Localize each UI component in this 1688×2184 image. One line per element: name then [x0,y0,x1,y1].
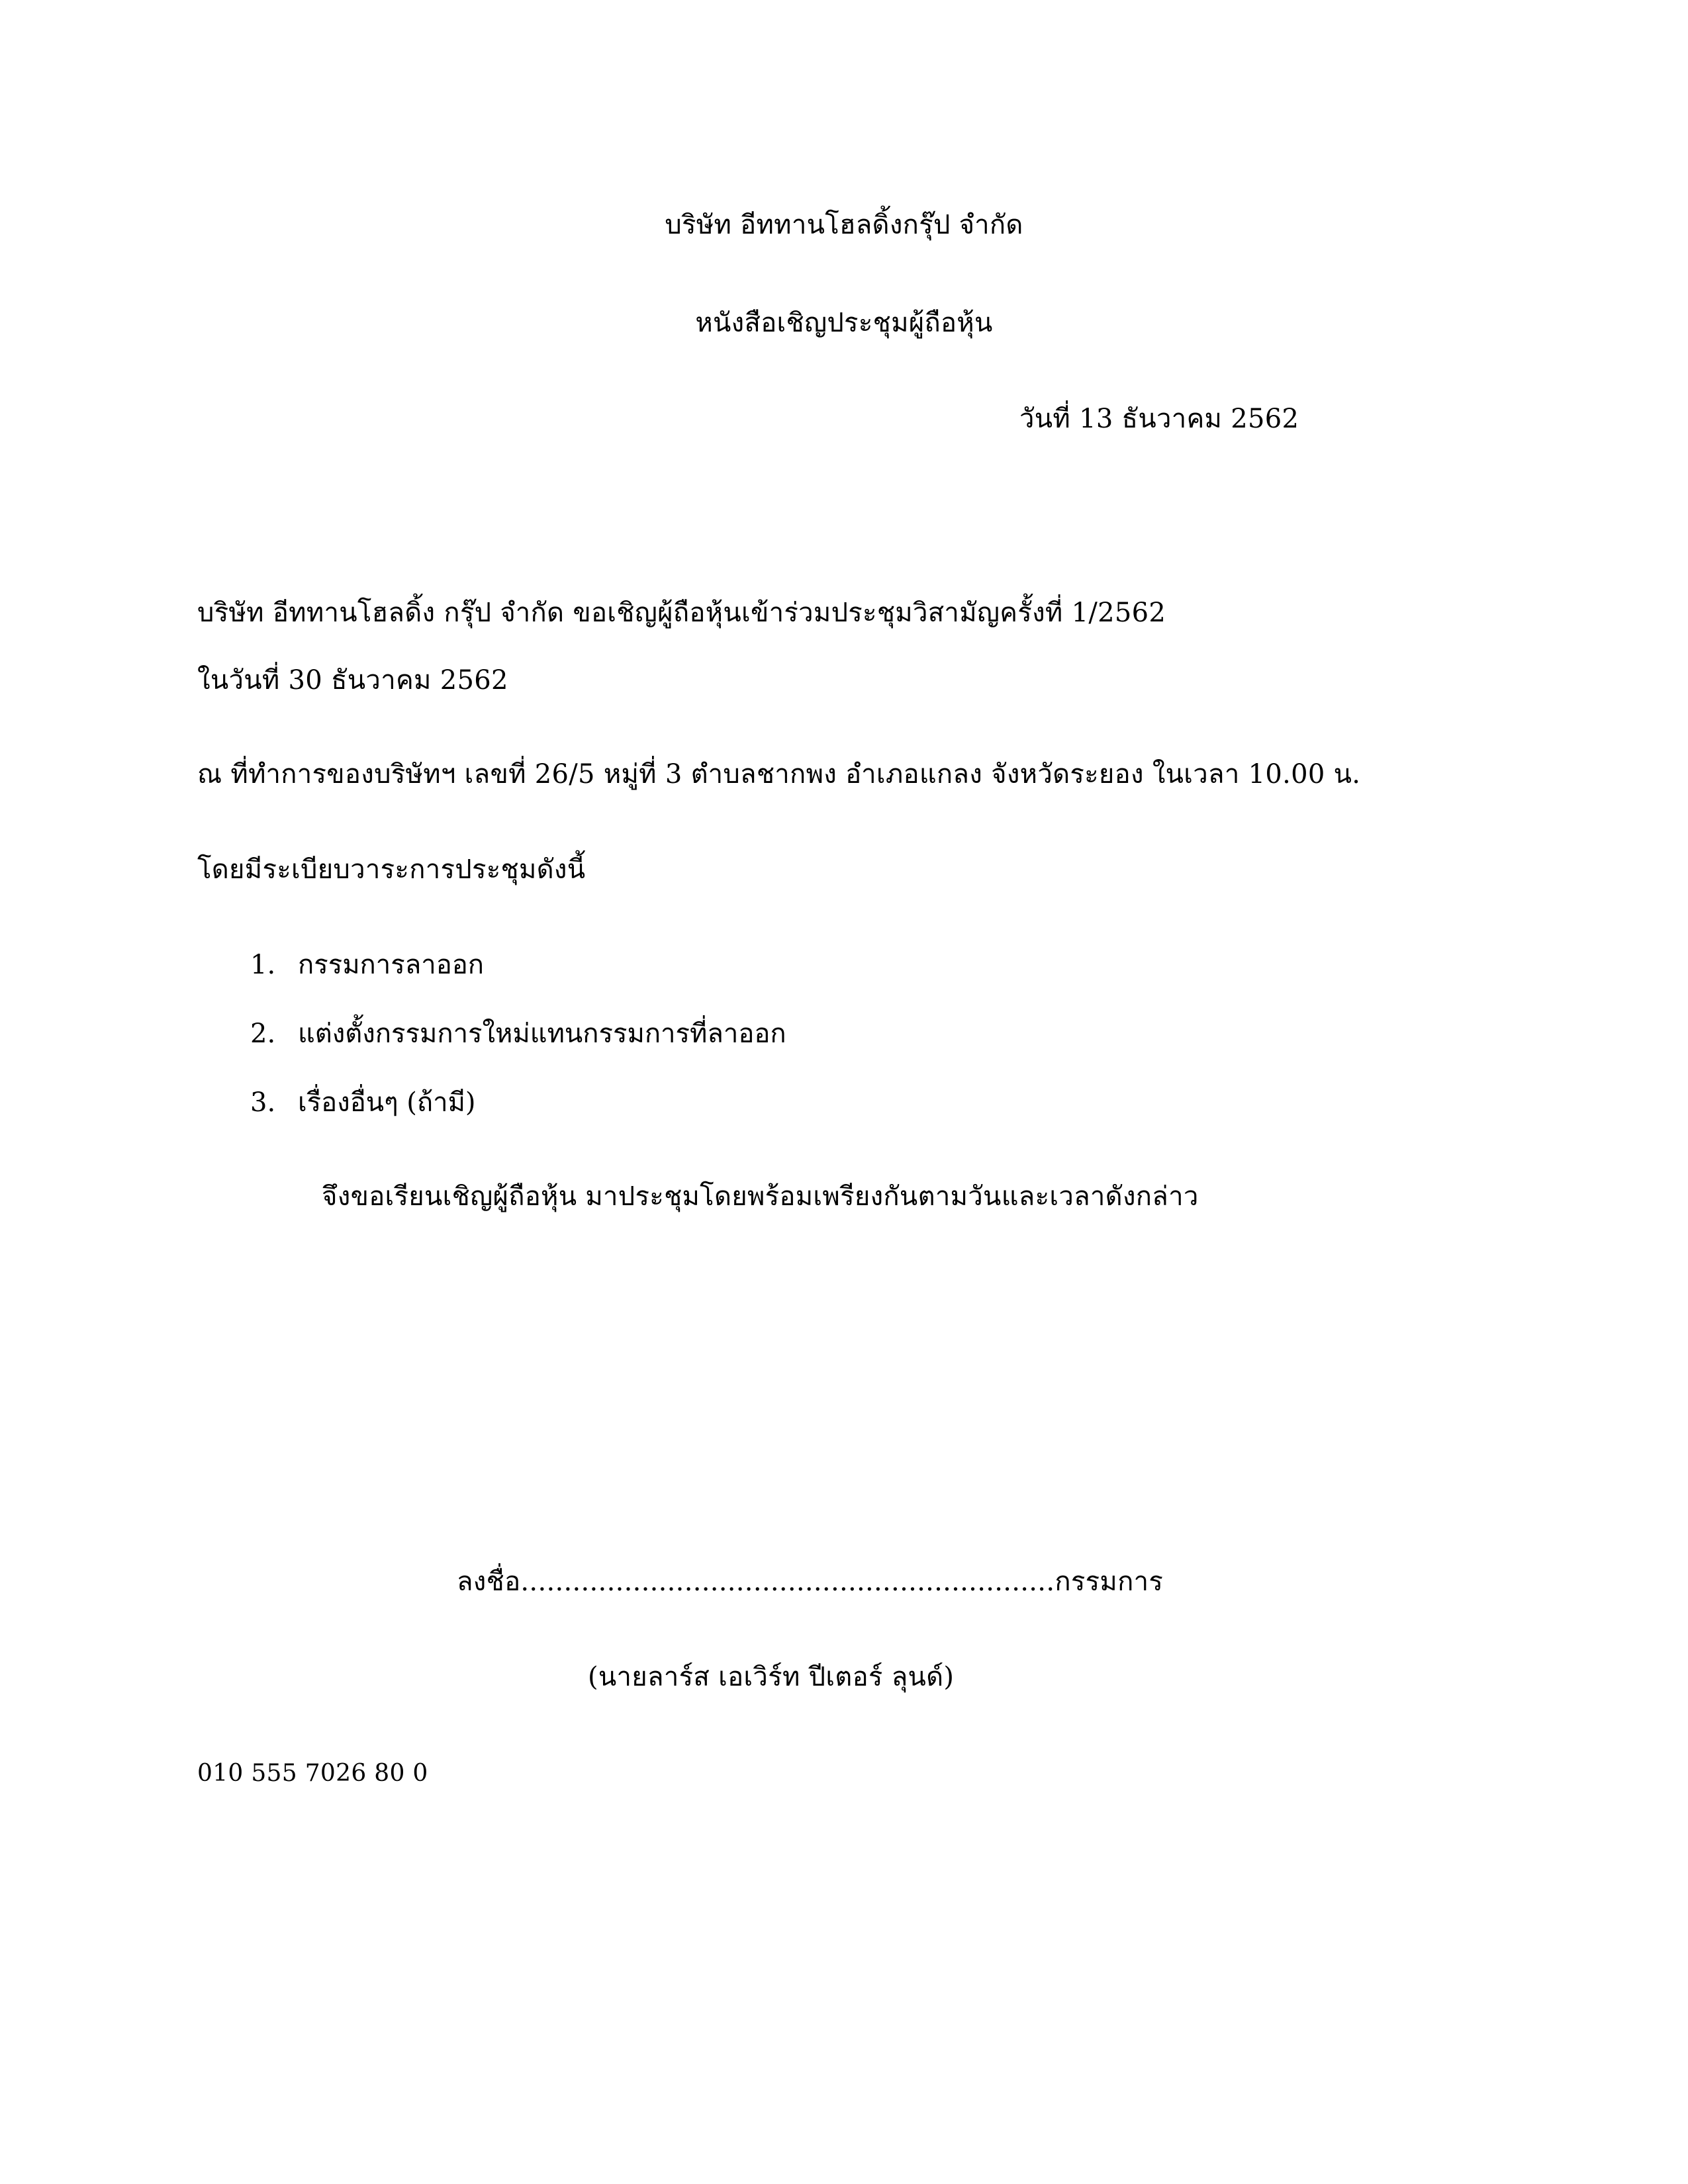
agenda-item [250,1084,476,1121]
invitation-line-1: บริษัท อีททานโฮลดิ้ง กรุ๊ป จำกัด ขอเชิญผู้ถือหุ้นเข้าร่วมประชุมวิสามัญครั้งที่ 1/2562 [197,598,1166,628]
registration-number: 010 555 7026 80 0 [197,1760,428,1787]
company-title: บริษัท อีททานโฮลดิ้งกรุ๊ป จำกัด [665,210,1023,240]
agenda-item [250,1015,786,1052]
signatory-name: (นายลาร์ส เอเวิร์ท ปีเตอร์ ลุนด์) [588,1662,955,1692]
agenda-item-text: กรรมการลาออก [298,950,484,980]
agenda-intro: โดยมีระเบียบวาระการประชุมดังนี้ [197,854,586,885]
agenda-item-text: เรื่องอื่นๆ (ถ้ามี) [298,1087,476,1118]
agenda-item-number: 1. [250,950,276,980]
agenda-item-text: แต่งตั้งกรรมการใหม่แทนกรรมการที่ลาออก [298,1019,786,1049]
agenda-item-number: 2. [250,1019,276,1049]
agenda-item [250,946,484,983]
meeting-location: ณ ที่ทำการของบริษัทฯ เลขที่ 26/5 หมู่ที่ 3 ตำบลชากพง อำเภอแกลง จังหวัดระยอง ในเวลา 10.00 น. [197,759,1361,790]
document-date: วันที่ 13 ธันวาคม 2562 [1019,404,1299,434]
document-title: หนังสือเชิญประชุมผู้ถือหุ้น [695,308,993,338]
agenda-item-number: 3. [250,1087,276,1118]
signature-line: ลงชื่อ..............................................................กรรมการ [457,1567,1164,1597]
invitation-line-2: ในวันที่ 30 ธันวาคม 2562 [197,665,508,696]
closing-statement: จึงขอเรียนเชิญผู้ถือหุ้น มาประชุมโดยพร้อมเพรียงกันตามวันและเวลาดังกล่าว [322,1181,1199,1212]
